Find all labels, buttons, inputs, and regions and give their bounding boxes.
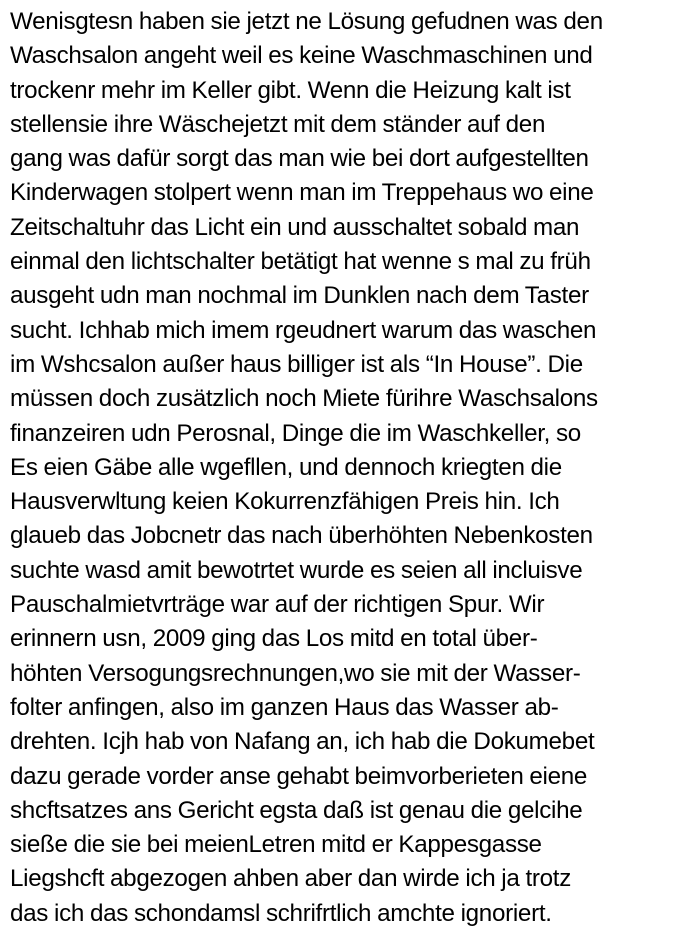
text-line-16: glaueb das Jobcnetr das nach überhöhten Nebenkosten [10, 522, 593, 550]
text-line-23: dazu gerade vorder anse gehabt beimvorberieten eiene [10, 762, 588, 790]
text-line-6: Kinderwagen stolpert wenn man im Treppehaus wo eine [10, 179, 594, 207]
text-line-17: suchte wasd amit bewotrtet wurde es seien all incluisve [10, 556, 583, 584]
text-line-10: sucht. Ichhab mich imem rgeudnert warum das waschen [10, 316, 597, 344]
text-line-22: drehten. Icjh hab von Nafang an, ich hab die Dokumebet [10, 728, 595, 756]
text-line-27: das ich das schondamsl schrifrtlich amchte ignoriert. [10, 899, 552, 927]
text-line-1: Wenisgtesn haben sie jetzt ne Lösung gefudnen was den [10, 8, 603, 35]
text-line-20: höhten Versogungsrechnungen,wo sie mit der Wasser- [10, 659, 581, 687]
text-line-25: sieße die sie bei meienLetren mitd er Kappesgasse [10, 831, 542, 859]
text-line-2: Waschsalon angeht weil es keine Waschmaschinen und [10, 42, 593, 70]
text-line-13: finanzeiren udn Perosnal, Dinge die im Waschkeller, so [10, 419, 581, 447]
text-line-12: müssen doch zusätzlich noch Miete fürihre Waschsalons [10, 385, 598, 413]
text-line-5: gang was dafür sorgt das man wie bei dort aufgestellten [10, 145, 589, 173]
text-line-8: einmal den lichtschalter betätigt hat wenne s mal zu früh [10, 248, 591, 276]
text-line-21: folter anfingen, also im ganzen Haus das Wasser ab- [10, 693, 559, 721]
text-line-7: Zeitschaltuhr das Licht ein und ausschaltet sobald man [10, 213, 580, 241]
text-line-4: stellensie ihre Wäschejetzt mit dem ständer auf den [10, 110, 546, 138]
document-body [10, 5, 680, 931]
text-line-15: Hausverwltung keien Kokurrenzfähigen Preis hin. Ich [10, 488, 560, 516]
text-line-19: erinnern usn, 2009 ging das Los mitd en total über- [10, 625, 538, 653]
text-line-9: ausgeht udn man nochmal im Dunklen nach dem Taster [10, 282, 589, 310]
text-line-18: Pauschalmietvrträge war auf der richtigen Spur. Wir [10, 591, 545, 619]
text-line-3: trockenr mehr im Keller gibt. Wenn die Heizung kalt ist [10, 76, 571, 104]
text-line-26: Liegshcft abgezogen ahben aber dan wirde ich ja trotz [10, 865, 571, 893]
text-line-11: im Wshcsalon außer haus billiger ist als “In House”. Die [10, 350, 583, 378]
text-line-14: Es eien Gäbe alle wgefllen, und dennoch kriegten die [10, 453, 562, 481]
text-line-24: shcftsatzes ans Gericht egsta daß ist genau die gelcihe [10, 796, 583, 824]
